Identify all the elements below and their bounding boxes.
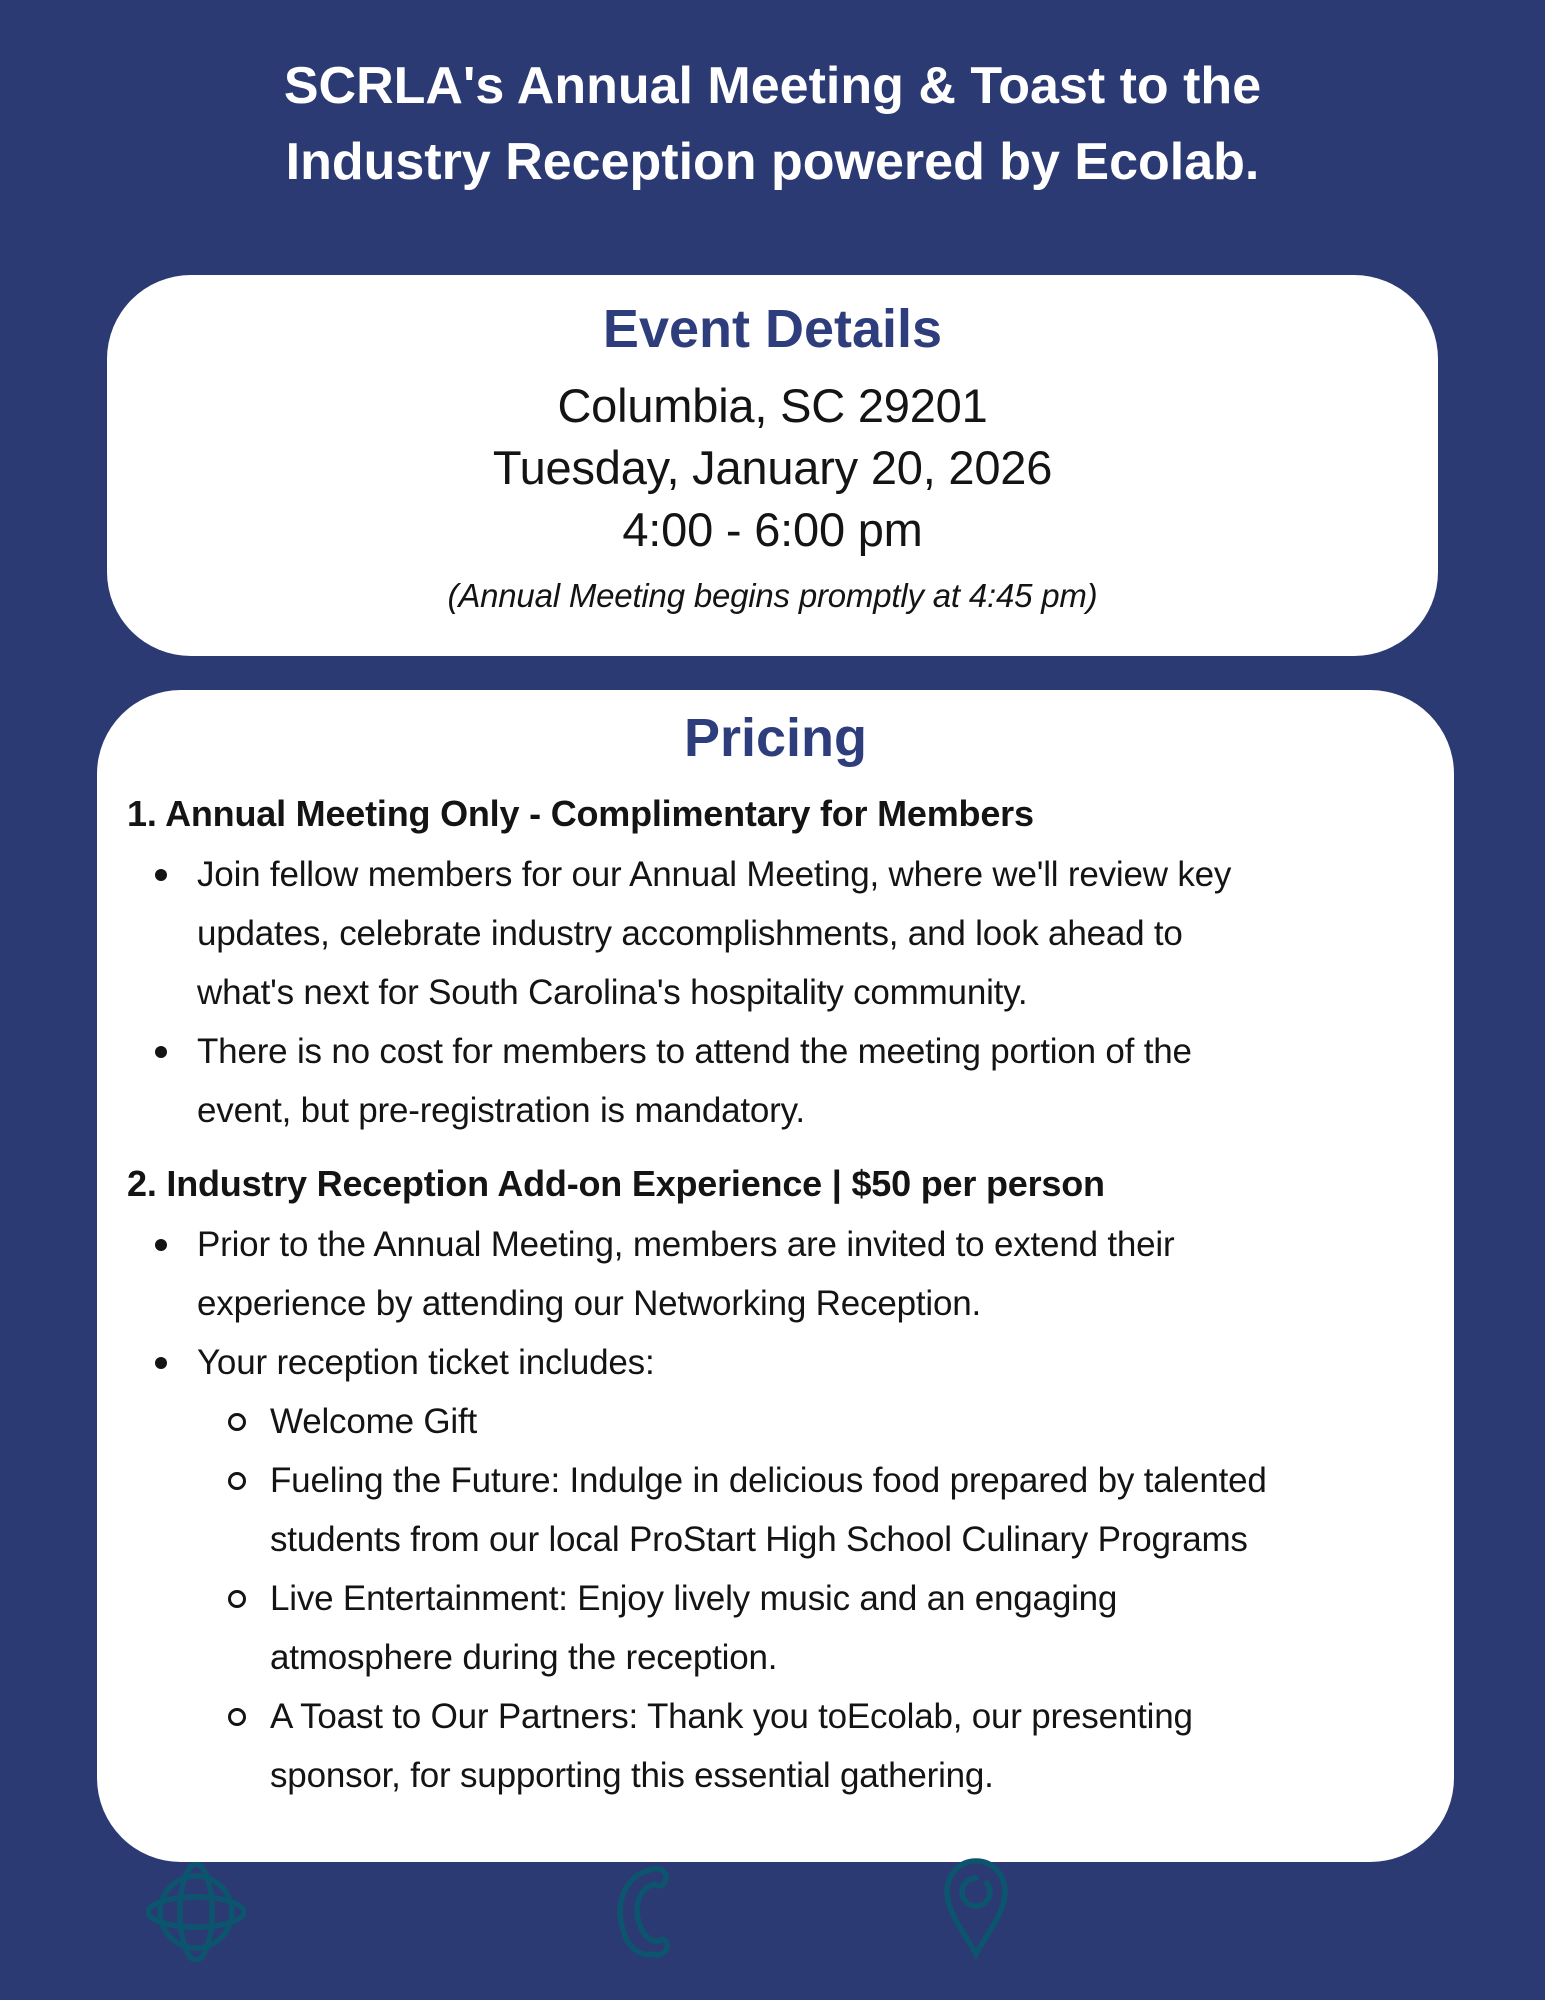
location-pin-icon [940, 1856, 1012, 1960]
bullet-line: Your reception ticket includes: [197, 1343, 655, 1382]
list-item [97, 1215, 1454, 1333]
bullet-line: experience by attending our Networking Reception. [197, 1284, 982, 1323]
list-subitem [97, 1392, 1454, 1451]
bullet-dot-icon [155, 1333, 197, 1392]
bullet-circle-icon [228, 1569, 270, 1687]
bullet-line: Live Entertainment: Enjoy lively music and an engaging [270, 1579, 1118, 1618]
event-details-card [107, 275, 1438, 656]
event-location: Columbia, SC 29201 [557, 379, 988, 432]
bullet-line: sponsor, for supporting this essential gathering. [270, 1756, 994, 1795]
bullet-circle-icon [228, 1392, 270, 1451]
bullet-line: what's next for South Carolina's hospitality community. [197, 973, 1028, 1012]
bullet-line: event, but pre-registration is mandatory. [197, 1091, 805, 1130]
bullet-circle-icon [228, 1451, 270, 1569]
bullet-line: Fueling the Future: Indulge in delicious food prepared by talented [270, 1461, 1267, 1500]
pricing-heading: Pricing [683, 708, 868, 768]
phone-icon [598, 1862, 682, 1962]
globe-icon [146, 1862, 246, 1962]
pricing-card [97, 690, 1454, 1862]
bullet-line: There is no cost for members to attend the meeting portion of the [197, 1032, 1192, 1071]
bullet-line: Join fellow members for our Annual Meeting, where we'll review key [197, 855, 1232, 894]
bullet-line: atmosphere during the reception. [270, 1638, 778, 1677]
bullet-line: Prior to the Annual Meeting, members are invited to extend their [197, 1225, 1175, 1264]
list-item [97, 845, 1454, 1022]
pricing-section1-header: 1. Annual Meeting Only - Complimentary for Members [127, 793, 1034, 834]
page-title [0, 48, 1545, 200]
event-details-heading: Event Details [602, 299, 943, 359]
bullet-line: students from our local ProStart High School Culinary Programs [270, 1520, 1248, 1559]
bullet-line: Welcome Gift [270, 1402, 478, 1441]
bullet-line: updates, celebrate industry accomplishments, and look ahead to [197, 914, 1183, 953]
event-time: 4:00 - 6:00 pm [622, 503, 923, 556]
event-date: Tuesday, January 20, 2026 [492, 441, 1053, 494]
page-title-line1: SCRLA's Annual Meeting & Toast to the [283, 57, 1262, 115]
bullet-circle-icon [228, 1687, 270, 1805]
bullet-line: A Toast to Our Partners: Thank you toEcolab, our presenting [270, 1697, 1193, 1736]
bullet-dot-icon [155, 1215, 197, 1333]
pricing-section2-header: 2. Industry Reception Add-on Experience | $50 per person [127, 1163, 1105, 1204]
bullet-dot-icon [155, 1022, 197, 1140]
list-subitem [97, 1569, 1454, 1687]
list-item [97, 1333, 1454, 1392]
event-note: (Annual Meeting begins promptly at 4:45 pm) [447, 577, 1098, 614]
list-item [97, 1022, 1454, 1140]
page-title-line2: Industry Reception powered by Ecolab. [285, 133, 1260, 191]
list-subitem [97, 1451, 1454, 1569]
list-subitem [97, 1687, 1454, 1805]
bullet-dot-icon [155, 845, 197, 1022]
